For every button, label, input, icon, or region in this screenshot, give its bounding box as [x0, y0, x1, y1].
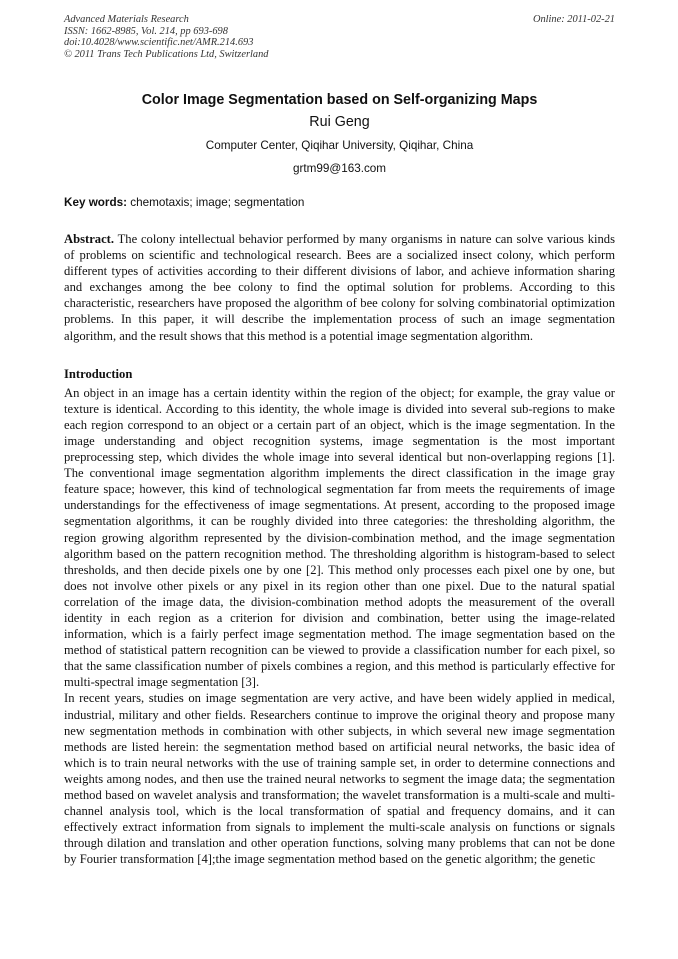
online-date: Online: 2011-02-21 [532, 14, 615, 25]
introduction-paragraph-1: An object in an image has a certain identity within the region of the object; for example, the gray value or texture is identical. According to this identity, the whole image is divided into several sub-regions to make each region correspond to an object or a certain part of an object, which is the image segmentation. In the image understanding and object recognition systems, image segmentation is the most important preprocessing step, which divides the whole image into several identical but non-overlapping regions [1]. The conventional image segmentation algorithm implements the direct classification in the image gray feature space; however, this kind of technological segmentation far from meets the requirements of image understandings for the effectiveness of image segmentations. At present, according to the proposed image segmentation algorithms, it can be roughly divided into three categories: the thresholding algorithm, the region growing algorithm represented by the division-combination method, and the image segmentation algorithm based on the pattern recognition method. The thresholding algorithm is histogram-based to select thresholds, and then decide pixels one by one [2]. This method only processes each pixel one by one, but does not involve other pixels or any pixel in its region other than one pixel. Due to the natural spatial correlation of the image data, the division-combination method adopts the measurement of the overall identity in each region as a criterion for division and combination, better using the image-related information, which is a fairly perfect image segmentation method. The image segmentation based on the method of statistical pattern recognition can be viewed to provide a classification number for each pixel, so that the same classification number of pixels combines a region, and this method is particularly effective for multi-spectral image segmentation [3]. [64, 385, 615, 690]
paper-title: Color Image Segmentation based on Self-organizing Maps [141, 92, 538, 108]
keywords-text: chemotaxis; image; segmentation [130, 196, 305, 209]
author-name: Rui Geng [309, 114, 370, 130]
keywords [64, 194, 615, 211]
journal-name: Advanced Materials Research [64, 14, 189, 25]
author-affiliation: Computer Center, Qiqihar University, Qiqihar, China [205, 139, 474, 152]
author-email: grtm99@163.com [292, 162, 387, 175]
copyright-line: © 2011 Trans Tech Publications Ltd, Switzerland [64, 48, 269, 60]
journal-header [64, 14, 615, 62]
introduction-paragraph-2: In recent years, studies on image segmentation are very active, and have been widely applied in medical, industrial, military and other fields. Researchers continue to improve the original theory and propose many new segmentation methods in combination with other subjects, in which several new image segmentation methods are listed herein: the segmentation method based on artificial neural networks, the basic idea of which is to train neural networks with the use of training sample set, in order to determine connections and weights among nodes, and then use the trained neural networks to segment the image data; the segmentation method based on wavelet analysis and transformation; the wavelet transformation is a multi-scale and multi-channel analysis tool, which is the local transformation of spatial and frequency domains, and it can effectively extract information from signals to implement the multi-scale analysis on functions or signals through dilation and translation and other operation functions, solving many problems that can not be done by Fourier transformation [4];the image segmentation method based on the genetic algorithm; the genetic [64, 691, 615, 867]
abstract [64, 231, 615, 344]
abstract-label: Abstract. [64, 232, 115, 246]
doi-line: doi:10.4028/www.scientific.net/AMR.214.693 [64, 37, 254, 49]
paper-page [64, 14, 615, 867]
abstract-text: The colony intellectual behavior performed by many organisms in nature can solve various kinds of problems on scientific and technological research. Bees are a socialized insect colony, which perform different types of activities according to their different divisions of labor, and achieve information sharing and exchanges among the bee colony to find the optimal solution for problems. According to this characteristic, researchers have proposed the algorithm of bee colony for solving combinatorial optimization problems. In this paper, it will describe the implementation process of such an image segmentation algorithm, and the result shows that this method is a potential image segmentation algorithm. [64, 232, 616, 343]
introduction-heading: Introduction [64, 366, 133, 381]
issn-line: ISSN: 1662-8985, Vol. 214, pp 693-698 [64, 25, 228, 37]
keywords-label: Key words: [64, 196, 127, 209]
